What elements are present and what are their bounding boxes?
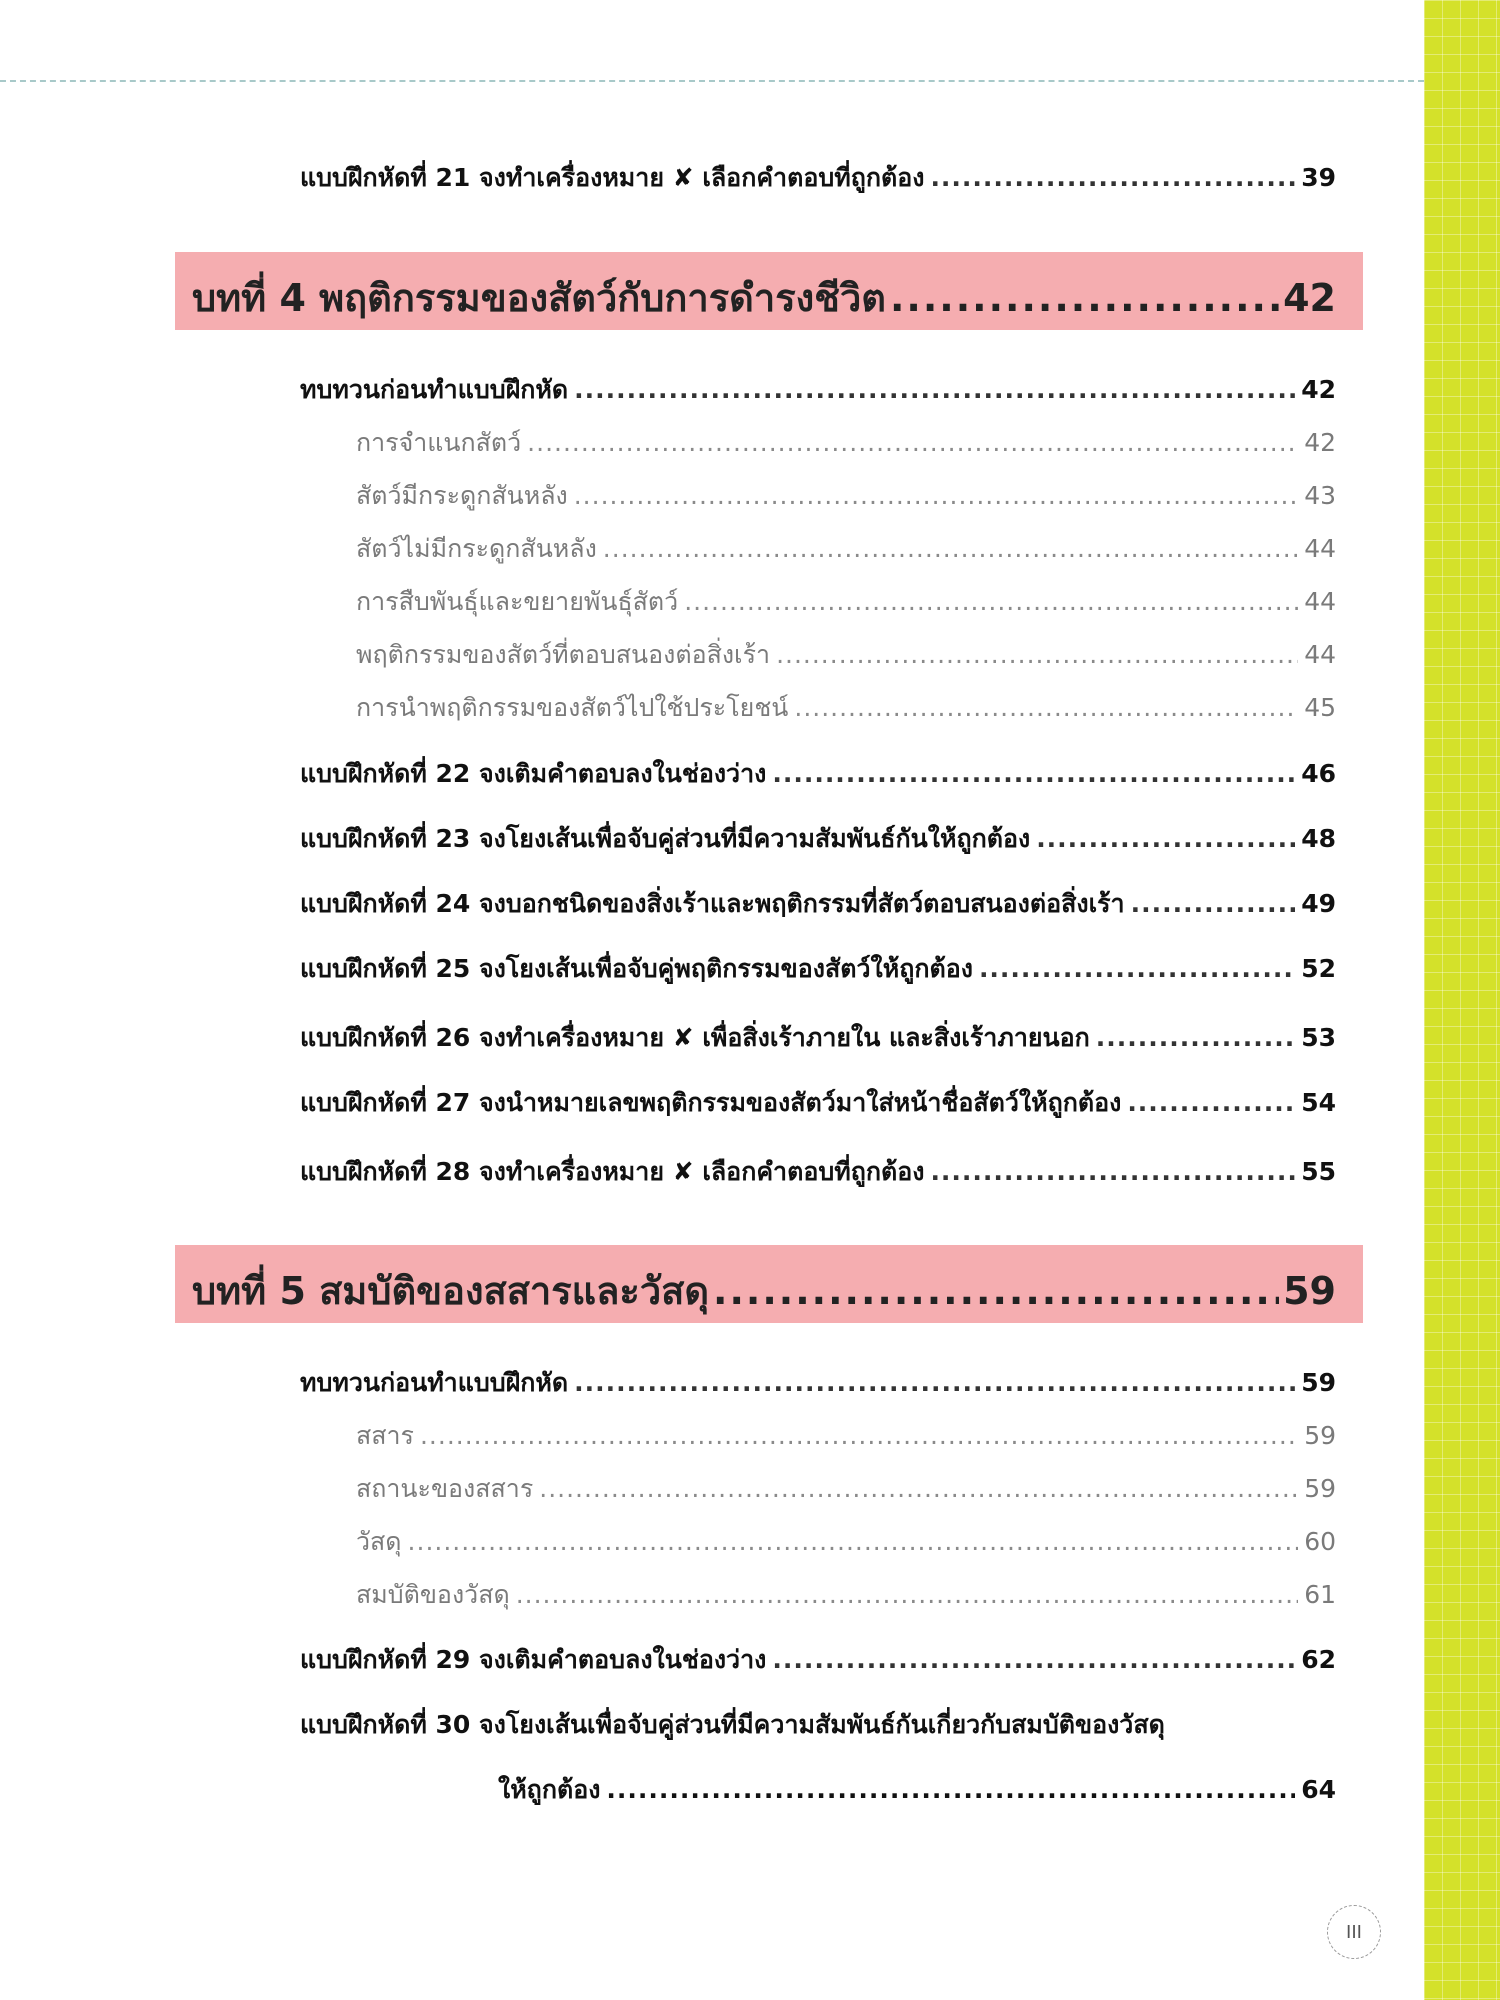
toc-subentry-title: วัสดุ [356,1527,402,1556]
toc-entry-title: แบบฝึกหัดที่ 29 จงเติมคำตอบลงในช่องว่าง [300,1645,767,1674]
toc-entry-exercise-21[interactable] [300,158,1336,198]
toc-entry-title: แบบฝึกหัดที่ 25 จงโยงเส้นเพื่อจับคู่พฤติกรรมของสัตว์ให้ถูกต้อง [300,954,973,983]
dot-leader [574,1368,1295,1397]
toc-subentry-page: 45 [1304,693,1336,722]
dot-leader [408,1527,1299,1556]
toc-subentry-page: 60 [1304,1527,1336,1556]
toc-entry-title: แบบฝึกหัดที่ 24 จงบอกชนิดของสิ่งเร้าและพฤติกรรมที่สัตว์ตอบสนองต่อสิ่งเร้า [300,889,1125,918]
toc-entry-exercise-30[interactable] [300,1705,1336,1745]
toc-entry-page: 54 [1301,1088,1336,1117]
toc-subentry-page: 44 [1304,534,1336,563]
toc-entry-review-5[interactable] [300,1363,1336,1403]
toc-entry-exercise-22[interactable] [300,754,1336,794]
dot-leader [606,1775,1295,1804]
dot-leader [684,587,1298,616]
toc-subentry-page: 44 [1304,587,1336,616]
toc-subentry[interactable] [356,1522,1336,1562]
dot-leader [776,640,1298,669]
toc-entry-page: 55 [1301,1157,1336,1186]
toc-subentry[interactable] [356,582,1336,622]
toc-subentry-title: สัตว์มีกระดูกสันหลัง [356,481,568,510]
toc-subentry-page: 43 [1304,481,1336,510]
dot-leader [772,1645,1295,1674]
toc-entry-page: 48 [1301,824,1336,853]
toc-subentry[interactable] [356,635,1336,675]
toc-subentry-title: สัตว์ไม่มีกระดูกสันหลัง [356,534,597,563]
dot-leader [603,534,1298,563]
toc-subentry-page: 59 [1304,1474,1336,1503]
toc-entry-title: แบบฝึกหัดที่ 23 จงโยงเส้นเพื่อจับคู่ส่วนที่มีความสัมพันธ์กันให้ถูกต้อง [300,824,1031,853]
toc-entry-page: 62 [1301,1645,1336,1674]
toc-entry-title: ทบทวนก่อนทำแบบฝึกหัด [300,375,569,404]
toc-subentry[interactable] [356,1416,1336,1456]
toc-subentry[interactable] [356,476,1336,516]
toc-subentry-page: 61 [1304,1580,1336,1609]
dot-leader [979,954,1295,983]
chapter-title: บทที่ 4 พฤติกรรมของสัตว์กับการดำรงชีวิต [192,276,886,320]
toc-entry-page: 39 [1301,163,1336,192]
toc-subentry-title: การนำพฤติกรรมของสัตว์ไปใช้ประโยชน์ [356,693,789,722]
toc-chapter-5[interactable] [192,1260,1336,1321]
toc-entry-page: 42 [1301,375,1336,404]
toc-subentry-title: สถานะของสสาร [356,1474,534,1503]
toc-entry-page: 64 [1301,1775,1336,1804]
toc-entry-page: 49 [1301,889,1336,918]
toc-subentry[interactable] [356,1469,1336,1509]
dot-leader [890,276,1279,320]
toc-entry-title: ให้ถูกต้อง [498,1775,601,1804]
toc-subentry-page: 59 [1304,1421,1336,1450]
dot-leader [574,481,1298,510]
dot-leader [1036,824,1295,853]
dot-leader [1127,1088,1295,1117]
dot-leader [527,428,1298,457]
dot-leader [930,1157,1295,1186]
toc-entry-page: 59 [1301,1368,1336,1397]
toc-subentry-title: สสาร [356,1421,414,1450]
toc-entry-review-4[interactable] [300,370,1336,410]
toc-subentry-page: 42 [1304,428,1336,457]
toc-entry-exercise-26[interactable] [300,1018,1336,1058]
dot-leader [516,1580,1299,1609]
toc-entry-page: 53 [1301,1023,1336,1052]
dot-leader [420,1421,1298,1450]
toc-entry-title: แบบฝึกหัดที่ 28 จงทำเครื่องหมาย ✘ เลือกคำตอบที่ถูกต้อง [300,1157,925,1186]
toc-subentry[interactable] [356,688,1336,728]
toc-entry-title: แบบฝึกหัดที่ 22 จงเติมคำตอบลงในช่องว่าง [300,759,767,788]
toc-entry-title: ทบทวนก่อนทำแบบฝึกหัด [300,1368,569,1397]
dot-leader [772,759,1295,788]
toc-entry-exercise-25[interactable] [300,949,1336,989]
toc-subentry-page: 44 [1304,640,1336,669]
toc-subentry-title: การจำแนกสัตว์ [356,428,522,457]
toc-entry-title: แบบฝึกหัดที่ 27 จงนำหมายเลขพฤติกรรมของสัตว์มาใส่หน้าชื่อสัตว์ให้ถูกต้อง [300,1088,1122,1117]
toc-entry-exercise-30-continued[interactable] [498,1770,1336,1810]
chapter-title: บทที่ 5 สมบัติของสสารและวัสดุ [192,1269,710,1313]
toc-subentry[interactable] [356,423,1336,463]
toc-entry-page: 46 [1301,759,1336,788]
dot-leader [539,1474,1298,1503]
toc-entry-exercise-23[interactable] [300,819,1336,859]
toc-entry-title: แบบฝึกหัดที่ 26 จงทำเครื่องหมาย ✘ เพื่อสิ่งเร้าภายใน และสิ่งเร้าภายนอก [300,1023,1090,1052]
toc-chapter-4[interactable] [192,267,1336,328]
dot-leader [794,693,1298,722]
dot-leader [713,1269,1279,1313]
toc-subentry-title: การสืบพันธุ์และขยายพันธุ์สัตว์ [356,587,679,616]
page-number: III [1327,1905,1381,1959]
toc-subentry[interactable] [356,529,1336,569]
toc-subentry-title: พฤติกรรมของสัตว์ที่ตอบสนองต่อสิ่งเร้า [356,640,771,669]
toc-entry-title: แบบฝึกหัดที่ 21 จงทำเครื่องหมาย ✘ เลือกคำตอบที่ถูกต้อง [300,163,925,192]
top-dashed-rule [0,80,1424,82]
dot-leader [1096,1023,1295,1052]
toc-entry-exercise-24[interactable] [300,884,1336,924]
toc-subentry-title: สมบัติของวัสดุ [356,1580,510,1609]
toc-entry-title: แบบฝึกหัดที่ 30 จงโยงเส้นเพื่อจับคู่ส่วนที่มีความสัมพันธ์กันเกี่ยวกับสมบัติของวัสดุ [300,1710,1165,1739]
chapter-page: 42 [1283,276,1336,320]
dot-leader [574,375,1295,404]
toc-entry-page: 52 [1301,954,1336,983]
toc-entry-exercise-29[interactable] [300,1640,1336,1680]
dot-leader [930,163,1295,192]
side-grid-band [1424,0,1500,2000]
chapter-page: 59 [1283,1269,1336,1313]
toc-subentry[interactable] [356,1575,1336,1615]
toc-entry-exercise-27[interactable] [300,1083,1336,1123]
toc-entry-exercise-28[interactable] [300,1152,1336,1192]
dot-leader [1131,889,1296,918]
